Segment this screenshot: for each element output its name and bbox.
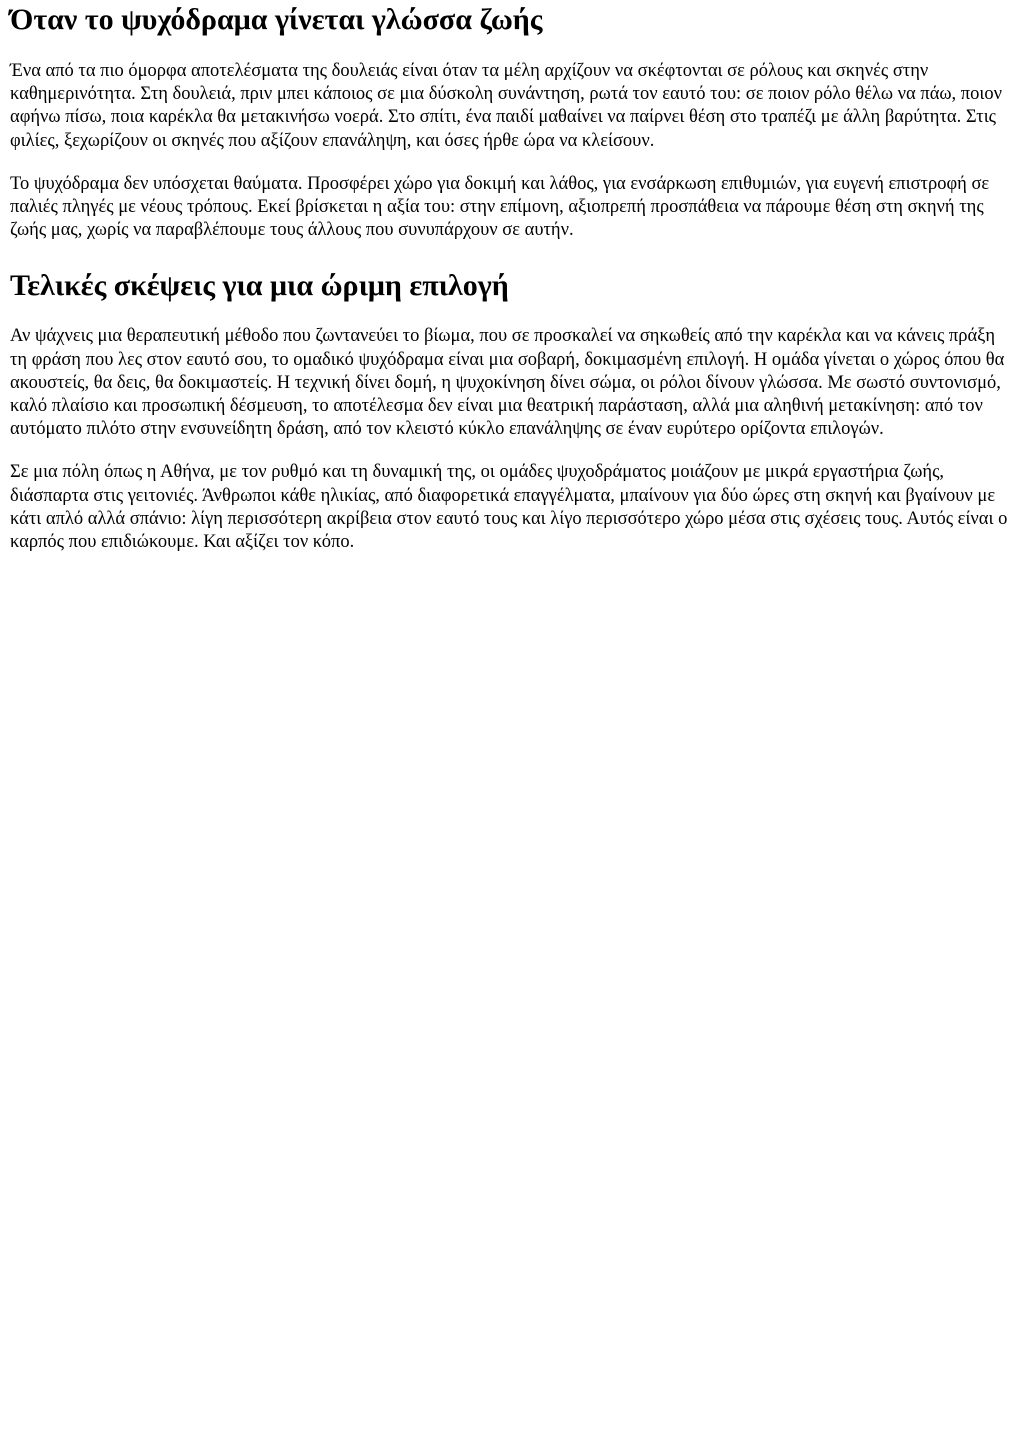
paragraph-no-miracles: Το ψυχόδραμα δεν υπόσχεται θαύματα. Προσφέρει χώρο για δοκιμή και λάθος, για ενσάρκωση επιθυμιών, για ευγενή επιστροφή σε παλιές πληγές με νέους τρόπους. Εκεί βρίσκεται η αξία του: στην επίμονη, αξιοπρεπή προσπάθεια να πάρουμε θέση στη σκηνή της ζωής μας, χωρίς να παραβλέπουμε τους άλλους που συνυπάρχουν σε αυτήν.: [10, 173, 990, 241]
paragraph-therapeutic-method: Αν ψάχνεις μια θεραπευτική μέθοδο που ζωντανεύει το βίωμα, που σε προσκαλεί να σηκωθείς από την καρέκλα και να κάνεις πράξη τη φράση που λες στον εαυτό σου, το ομαδικό ψυχόδραμα είναι μια σοβαρή, δοκιμασμένη επιλογή. Η ομάδα γίνεται ο χώρος όπου θα ακουστείς, θα δεις, θα δοκιμαστείς. Η τεχνική δίνει δομή, η ψυχοκίνηση δίνει σώμα, οι ρόλοι δίνουν γλώσσα. Με σωστό συντονισμό, καλό πλαίσιο και προσωπική δέσμευση, το αποτέλεσμα δεν είναι μια θεατρική παράσταση, αλλά μια αληθινή μετακίνηση: από τον αυτόματο πιλότο στην ενσυνείδητη δράση, από τον κλειστό κύκλο επανάληψης σε έναν ευρύτερο ορίζοντα επιλογών.: [10, 326, 1005, 440]
article-body: [10, 2, 1014, 554]
paragraph-athens-groups: Σε μια πόλη όπως η Αθήνα, με τον ρυθμό και τη δυναμική της, οι ομάδες ψυχοδράματος μοιάζουν με μικρά εργαστήρια ζωής, διάσπαρτα στις γειτονιές. Άνθρωποι κάθε ηλικίας, από διαφορετικά επαγγέλματα, μπαίνουν για δύο ώρες στη σκηνή και βγαίνουν με κάτι απλό αλλά σπάνιο: λίγη περισσότερη ακρίβεια στον εαυτό τους και λίγο περισσότερο χώρο μέσα στις σχέσεις τους. Αυτός είναι ο καρπός που επιδιώκουμε. Και αξίζει τον κόπο.: [10, 462, 1008, 553]
section-heading-psychodrama-language: Όταν το ψυχόδραμα γίνεται γλώσσα ζωής: [10, 3, 543, 36]
paragraph-roles-in-daily-life: Ένα από τα πιο όμορφα αποτελέσματα της δουλειάς είναι όταν τα μέλη αρχίζουν να σκέφτονται σε ρόλους και σκηνές στην καθημερινότητα. Στη δουλειά, πριν μπει κάποιος σε μια δύσκολη συνάντηση, ρωτά τον εαυτό του: σε ποιον ρόλο θέλω να πάω, ποιον αφήνω πίσω, ποια καρέκλα θα μετακινήσω νοερά. Στο σπίτι, ένα παιδί μαθαίνει να παίρνει θέση στο τραπέζι με άλλη βαρύτητα. Στις φιλίες, ξεχωρίζουν οι σκηνές που αξίζουν επανάληψη, και όσες ήρθε ώρα να κλείσουν.: [10, 61, 1002, 151]
section-heading-final-thoughts: Τελικές σκέψεις για μια ώριμη επιλογή: [10, 269, 509, 303]
